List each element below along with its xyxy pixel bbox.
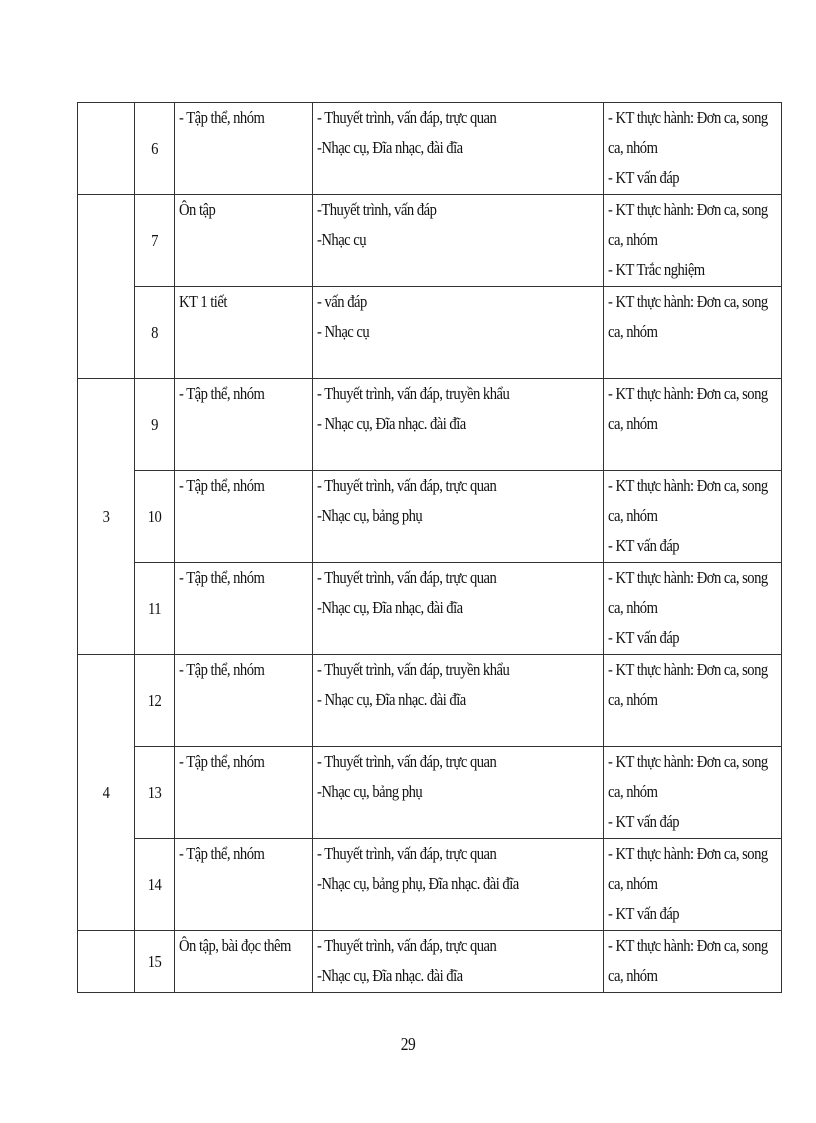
assessment-cell: - KT thực hành: Đơn ca, song ca, nhóm - KT vấn đáp (604, 563, 782, 655)
organization-form-cell: - Tập thể, nhóm (175, 747, 313, 839)
methods-cell: - Thuyết trình, vấn đáp, truyền khẩu - Nhạc cụ, Đĩa nhạc. đài đĩa (313, 655, 604, 747)
lesson-plan-table (77, 102, 782, 993)
lesson-number-cell: 14 (135, 839, 175, 931)
methods-cell: - Thuyết trình, vấn đáp, truyền khẩu - Nhạc cụ, Đĩa nhạc. đài đĩa (313, 379, 604, 471)
lesson-number-cell: 6 (135, 103, 175, 195)
organization-form-cell: - Tập thể, nhóm (175, 471, 313, 563)
lesson-number-cell: 12 (135, 655, 175, 747)
assessment-cell: - KT thực hành: Đơn ca, song ca, nhóm - KT vấn đáp (604, 839, 782, 931)
week-cell (78, 195, 135, 379)
table-row (78, 655, 782, 747)
week-cell: 4 (78, 655, 135, 931)
assessment-cell: - KT thực hành: Đơn ca, song ca, nhóm - KT Trắc nghiệm (604, 195, 782, 287)
table-row (78, 839, 782, 931)
lesson-number-cell: 7 (135, 195, 175, 287)
organization-form-cell: - Tập thể, nhóm (175, 563, 313, 655)
week-cell: 3 (78, 379, 135, 655)
table-row (78, 379, 782, 471)
assessment-cell: - KT thực hành: Đơn ca, song ca, nhóm (604, 287, 782, 379)
table-row (78, 563, 782, 655)
table-row (78, 195, 782, 287)
organization-form-cell: Ôn tập, bài đọc thêm (175, 931, 313, 993)
lesson-number-cell: 15 (135, 931, 175, 993)
organization-form-cell: - Tập thể, nhóm (175, 839, 313, 931)
lesson-number-cell: 8 (135, 287, 175, 379)
organization-form-cell: Ôn tập (175, 195, 313, 287)
assessment-cell: - KT thực hành: Đơn ca, song ca, nhóm (604, 931, 782, 993)
assessment-cell: - KT thực hành: Đơn ca, song ca, nhóm - KT vấn đáp (604, 747, 782, 839)
methods-cell: - Thuyết trình, vấn đáp, trực quan -Nhạc cụ, bảng phụ (313, 747, 604, 839)
methods-cell: - Thuyết trình, vấn đáp, trực quan -Nhạc cụ, Đĩa nhạc, đài đĩa (313, 563, 604, 655)
week-cell (78, 103, 135, 195)
assessment-cell: - KT thực hành: Đơn ca, song ca, nhóm - KT vấn đáp (604, 471, 782, 563)
organization-form-cell: - Tập thể, nhóm (175, 379, 313, 471)
lesson-number-cell: 13 (135, 747, 175, 839)
lesson-number-cell: 10 (135, 471, 175, 563)
table-row (78, 471, 782, 563)
lesson-number-cell: 11 (135, 563, 175, 655)
assessment-cell: - KT thực hành: Đơn ca, song ca, nhóm (604, 379, 782, 471)
week-cell (78, 931, 135, 993)
table-row (78, 747, 782, 839)
organization-form-cell: - Tập thể, nhóm (175, 103, 313, 195)
table-row (78, 287, 782, 379)
methods-cell: - Thuyết trình, vấn đáp, trực quan -Nhạc cụ, bảng phụ (313, 471, 604, 563)
page-number: 29 (400, 1034, 416, 1054)
methods-cell: - Thuyết trình, vấn đáp, trực quan -Nhạc cụ, Đĩa nhạc, đài đĩa (313, 103, 604, 195)
lesson-number-cell: 9 (135, 379, 175, 471)
methods-cell: - Thuyết trình, vấn đáp, trực quan -Nhạc cụ, Đĩa nhạc. đài đĩa (313, 931, 604, 993)
table-row (78, 103, 782, 195)
organization-form-cell: - Tập thể, nhóm (175, 655, 313, 747)
methods-cell: - Thuyết trình, vấn đáp, trực quan -Nhạc cụ, bảng phụ, Đĩa nhạc. đài đĩa (313, 839, 604, 931)
assessment-cell: - KT thực hành: Đơn ca, song ca, nhóm (604, 655, 782, 747)
assessment-cell: - KT thực hành: Đơn ca, song ca, nhóm - KT vấn đáp (604, 103, 782, 195)
methods-cell: - vấn đáp - Nhạc cụ (313, 287, 604, 379)
table-row (78, 931, 782, 993)
methods-cell: -Thuyết trình, vấn đáp -Nhạc cụ (313, 195, 604, 287)
organization-form-cell: KT 1 tiết (175, 287, 313, 379)
